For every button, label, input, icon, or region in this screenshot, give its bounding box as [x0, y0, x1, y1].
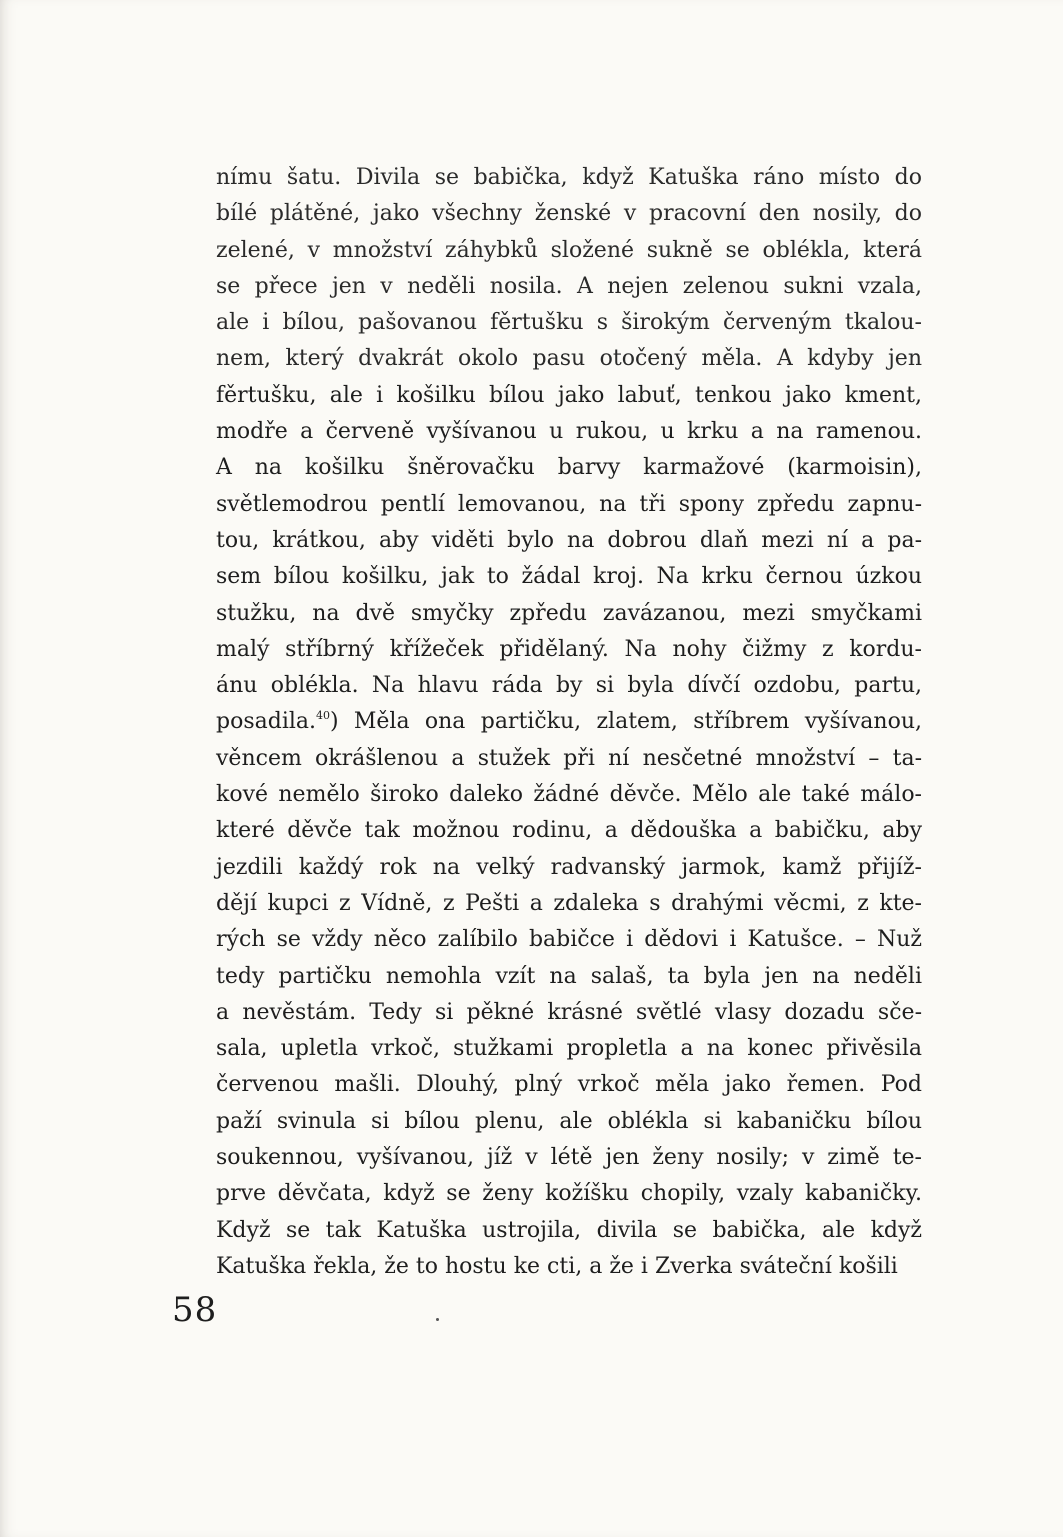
text-line: červenou mašli. Dlouhý, plný vrkoč měla jako řemen. Pod [216, 1072, 922, 1098]
text-line: a nevěstám. Tedy si pěkné krásné světlé vlasy dozadu sče- [216, 999, 922, 1025]
paper-speck [436, 1318, 439, 1321]
text-line: světlemodrou pentlí lemovanou, na tři spony zpředu zapnu- [216, 491, 922, 517]
text-line: jezdili každý rok na velký radvanský jarmok, kamž přijíž- [216, 854, 922, 880]
text-line: kové nemělo široko daleko žádné děvče. Mělo ale také málo- [216, 782, 922, 808]
text-line: nem, který dvakrát okolo pasu otočený měla. A kdyby jen [216, 346, 922, 372]
text-line: Katuška řekla, že to hostu ke cti, a že i Zverka sváteční košili [216, 1253, 898, 1279]
text-line: malý stříbrný křížeček přidělaný. Na nohy čižmy z kordu- [216, 636, 922, 662]
text-line: paží svinula si bílou plenu, ale oblékla si kabaničku bílou [216, 1108, 922, 1134]
text-line: Když se tak Katuška ustrojila, divila se babička, ale když [216, 1217, 922, 1243]
text-line: tou, krátkou, aby viděti bylo na dobrou dlaň mezi ní a pa- [216, 527, 922, 553]
text-line: tedy partičku nemohla vzít na salaš, ta byla jen na neděli [216, 963, 922, 989]
text-line: sem bílou košilku, jak to žádal kroj. Na krku černou úzkou [216, 564, 922, 590]
text-segment: posadila. [216, 709, 316, 735]
text-line: stužku, na dvě smyčky zpředu zavázanou, mezi smyčkami [216, 600, 922, 626]
text-line: soukennou, vyšívanou, jíž v létě jen ženy nosily; v zimě te- [216, 1145, 922, 1171]
page-number: 58 [172, 1290, 218, 1330]
text-line: zelené, v množství záhybků složené sukně se oblékla, která [216, 237, 922, 263]
text-line: A na košilku šněrovačku barvy karmažové (karmoisin), [216, 455, 922, 481]
text-line: ale i bílou, pašovanou fěrtušku s širokým červeným tkalou- [216, 310, 922, 336]
text-line: prve děvčata, když se ženy kožíšku chopily, vzaly kabaničky. [216, 1181, 922, 1207]
text-line: bílé plátěné, jako všechny ženské v pracovní den nosily, do [216, 201, 922, 227]
text-segment: ) Měla ona partičku, zlatem, stříbrem vyšívanou, [330, 709, 922, 735]
text-line: dějí kupci z Vídně, z Pešti a zdaleka s drahými věcmi, z kte- [216, 890, 922, 916]
text-line: modře a červeně vyšívanou u rukou, u krku a na ramenou. [216, 419, 922, 445]
text-line: které děvče tak možnou rodinu, a dědouška a babičku, aby [216, 818, 922, 844]
text-line: ánu oblékla. Na hlavu ráda by si byla dívčí ozdobu, partu, [216, 673, 922, 699]
text-line-with-footnote [216, 704, 922, 740]
text-line: sala, upletla vrkoč, stužkami propletla a na konec přivěsila [216, 1036, 922, 1062]
text-line: se přece jen v neděli nosila. A nejen zelenou sukni vzala, [216, 273, 922, 299]
text-line: věncem okrášlenou a stužek při ní nesčetné množství – ta- [216, 745, 922, 771]
text-line: nímu šatu. Divila se babička, když Katuška ráno místo do [216, 165, 922, 190]
text-line: fěrtušku, ale i košilku bílou jako labuť, tenkou jako kment, [216, 382, 922, 408]
text-line: rých se vždy něco zalíbilo babičce i dědovi i Katušce. – Nuž [216, 927, 922, 953]
footnote-marker: 40 [316, 709, 330, 723]
body-text [216, 160, 922, 1285]
